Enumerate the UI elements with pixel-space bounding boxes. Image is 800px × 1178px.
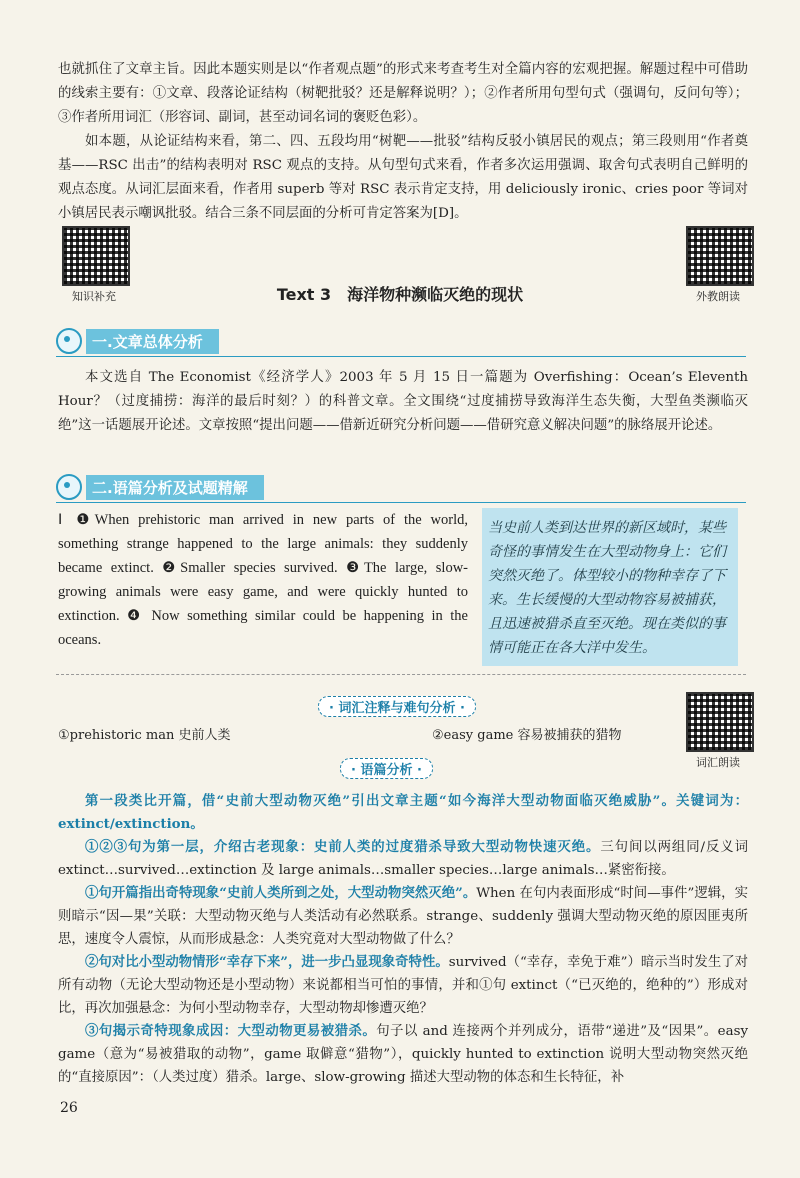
analysis-highlight: ①②③句为第一层，介绍古老现象：史前人类的过度猎杀导致大型动物快速灭绝。 bbox=[85, 839, 601, 855]
analysis-text: 句子以 and 连接两个并列成分，语带“递进”及“因果”。easy game（意为“易被猎取的动物”，game 取僻意“猎物”），quickly hunted to extinction 说明大型动物突然灭绝的“直接原因”：（人类过度）猎杀。large、slow-growing 描述大型动物的体态和生长特征，补 bbox=[58, 1024, 749, 1085]
section-label-2: 二.语篇分析及试题精解 bbox=[86, 475, 264, 500]
analysis-text: When 在句内表面形成“时间—事件”逻辑，实则暗示“因—果”关联：大型动物灭绝与人类活动有必然联系。strange、suddenly 强调大型动物灭绝的原因匪夷所思，速度令人震惊，从而形成悬念：人类究竟对大型动物做了什么？ bbox=[58, 886, 748, 947]
analysis-para-3 bbox=[58, 882, 748, 951]
analysis-para-2 bbox=[58, 836, 748, 882]
analysis-highlight: ③句揭示奇特现象成因：大型动物更易被猎杀。 bbox=[85, 1023, 377, 1039]
qr-caption-knowledge: 知识补充 bbox=[72, 290, 116, 303]
analysis-text: 三句间以两组同/反义词 extinct…survived…extinction 及 large animals…smaller species…large animals…紧密衔接。 bbox=[58, 840, 749, 878]
section1-body: 本文选自 The Economist《经济学人》2003 年 5 月 15 日一篇题为 Overfishing：Ocean’s Eleventh Hour？（过度捕捞：海洋的最后时刻？）的科普文章。全文围绕“过度捕捞导致海洋生态失衡，大型鱼类濒临灭绝”这一话题展开论述。文章按照“提出问题——借新近研究分析问题——借研究意义解决问题”的脉络展开论述。 bbox=[58, 370, 748, 433]
qr-caption-vocab: 词汇朗读 bbox=[696, 756, 740, 769]
qr-code-reading[interactable] bbox=[686, 226, 754, 286]
paragraph-example: 如本题，从论证结构来看，第二、四、五段均用“树靶——批驳”结构反驳小镇居民的观点；第三段则用“作者奠基——RSC 出击”的结构表明对 RSC 观点的支持。从句型句式来看，作者多次运用强调、取舍句式表明自己鲜明的观点态度。从词汇层面来看，作者用 superb 等对 RSC 表示肯定支持，用 deliciously ironic、cries poor 等词对小镇居民表示嘲讽批驳。结合三条不同层面的分析可肯定答案为[D]。 bbox=[58, 134, 748, 221]
section-heading-1 bbox=[56, 328, 219, 354]
section-heading-2 bbox=[56, 474, 264, 500]
analysis-para-5 bbox=[58, 1020, 748, 1089]
analysis-para-4 bbox=[58, 951, 748, 1020]
section-label-1: 一.文章总体分析 bbox=[86, 329, 219, 354]
analysis-text: survived（“幸存，幸免于难”）暗示当时发生了对所有动物（无论大型动物还是小型动物）来说都相当可怕的事情，并和①句 extinct（“已灭绝的，绝种的”）形成对比，再次加强悬念：为何小型动物幸存，大型动物却惨遭灭绝？ bbox=[58, 955, 749, 1016]
analysis-highlight: ①句开篇指出奇特现象“史前人类所到之处，大型动物突然灭绝”。 bbox=[85, 885, 477, 901]
text-title: Text 3 海洋物种濒临灭绝的现状 bbox=[276, 285, 524, 304]
text-analysis-badge: · 语篇分析 · bbox=[340, 758, 433, 779]
dashed-divider bbox=[56, 674, 746, 675]
analysis-para-1 bbox=[58, 790, 748, 836]
qr-caption-reading: 外教朗读 bbox=[696, 290, 740, 303]
section-divider-1 bbox=[56, 356, 746, 357]
section-divider-2 bbox=[56, 502, 746, 503]
analysis-highlight: ②句对比小型动物情形“幸存下来”，进一步凸显现象奇特性。 bbox=[85, 954, 449, 970]
vocab-note-1: ①prehistoric man 史前人类 bbox=[58, 728, 231, 743]
qr-code-knowledge[interactable] bbox=[62, 226, 130, 286]
original-text: Ⅰ ❶When prehistoric man arrived in new parts of the world, something strange happened to the large animals: they suddenly became extinct. ❷Smaller species survived. ❸The large, slow-growing animals were easy game, and were quickly hunted to extinction. ❹ Now something similar could be happening in the oceans. bbox=[58, 512, 468, 648]
lightbulb-icon bbox=[56, 328, 82, 354]
vocab-badge: · 词汇注释与难句分析 · bbox=[318, 696, 476, 717]
paragraph-intro: 也就抓住了文章主旨。因此本题实则是以“作者观点题”的形式来考查考生对全篇内容的宏观把握。解题过程中可借助的线索主要有：①文章、段落论证结构（树靶批驳？还是解释说明？）；②作者所用句型句式（强调句，反问句等）；③作者所用词汇（形容词、副词，甚至动词名词的褒贬色彩）。 bbox=[58, 62, 748, 125]
page-number: 26 bbox=[60, 1100, 78, 1116]
qr-code-vocab[interactable] bbox=[686, 692, 754, 752]
analysis-block bbox=[58, 790, 748, 1089]
vocab-note-2: ②easy game 容易被捕获的猎物 bbox=[432, 728, 622, 743]
original-passage bbox=[58, 508, 468, 652]
translation-box: 当史前人类到达世界的新区域时，某些奇怪的事情发生在大型动物身上：它们突然灭绝了。体型较小的物种幸存了下来。生长缓慢的大型动物容易被捕获，且迅速被猎杀直至灭绝。现在类似的事情可能正在各大洋中发生。 bbox=[482, 508, 738, 666]
analysis-highlight: 第一段类比开篇，借“史前大型动物灭绝”引出文章主题“如今海洋大型动物面临灭绝威胁”。关键词为：extinct/extinction。 bbox=[58, 793, 748, 832]
lightbulb-icon bbox=[56, 474, 82, 500]
